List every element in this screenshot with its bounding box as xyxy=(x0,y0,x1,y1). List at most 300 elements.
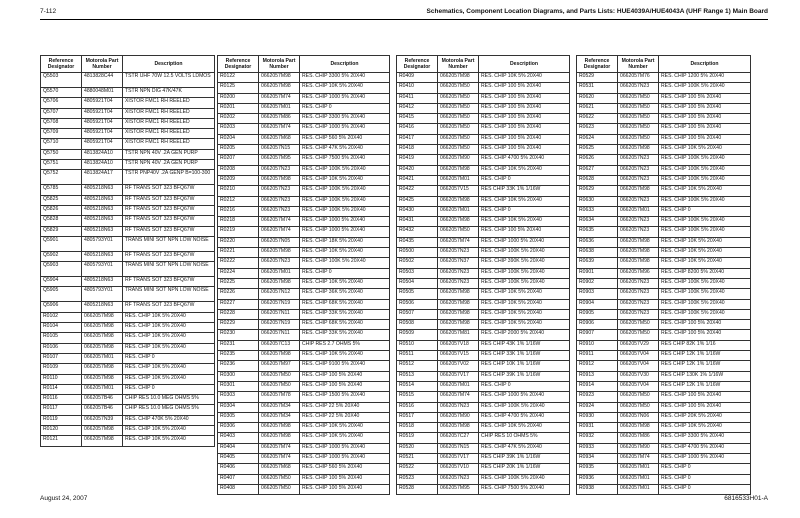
ref-designator: R0224 xyxy=(218,268,259,278)
ref-designator: R0508 xyxy=(397,320,438,330)
description: RES. CHIP 10K 5% 20X40 xyxy=(300,278,390,288)
part-number: 0662057V29 xyxy=(618,340,659,350)
description: RES. CHIP 100K 5% 20X40 xyxy=(300,165,390,175)
table-row xyxy=(41,312,215,322)
part-number: 0662057M90 xyxy=(438,155,479,165)
ref-designator: R0403 xyxy=(218,433,259,443)
table-row xyxy=(397,289,570,299)
ref-designator: R0914 xyxy=(577,381,618,391)
part-number: 0662057M01 xyxy=(438,381,479,391)
table-row xyxy=(218,217,390,227)
table-row xyxy=(41,118,215,128)
ref-designator: R0425 xyxy=(397,196,438,206)
ref-designator: R0306 xyxy=(218,423,259,433)
ref-designator: R0228 xyxy=(218,309,259,319)
part-number: 0662057N23 xyxy=(618,165,659,175)
ref-designator: R0417 xyxy=(397,134,438,144)
table-row xyxy=(577,299,751,309)
ref-designator: Q5903 xyxy=(41,262,82,277)
description: RES. CHIP 1500 5% 20X40 xyxy=(300,392,390,402)
ref-designator: R0910 xyxy=(577,340,618,350)
part-number: 0662057N39 xyxy=(82,415,123,425)
footer-doc-number: 6816533H01-A xyxy=(724,495,768,502)
description: RES. CHIP 10K 5% 20X40 xyxy=(479,165,570,175)
description: RES. CHIP 10K 5% 20X40 xyxy=(659,248,751,258)
table-row xyxy=(41,251,215,261)
description: RF TRANS SOT 323 BFQ67W xyxy=(123,302,215,312)
part-number: 0662057M90 xyxy=(618,443,659,453)
description: RES. CHIP 10K 5% 20X40 xyxy=(479,289,570,299)
description: RES. CHIP 10K 5% 20X40 xyxy=(300,423,390,433)
ref-designator: R0200 xyxy=(218,93,259,103)
table-row xyxy=(577,258,751,268)
part-number: 4805218N63 xyxy=(82,226,123,236)
description: RES. CHIP 10K 5% 20X40 xyxy=(300,248,390,258)
table-row xyxy=(397,371,570,381)
part-number: 0662057M98 xyxy=(259,423,300,433)
part-number: 0662057B46 xyxy=(82,395,123,405)
ref-designator: R0229 xyxy=(218,320,259,330)
table-row xyxy=(41,205,215,215)
table-row xyxy=(397,114,570,124)
description: RES. CHIP 7500 5% 20X40 xyxy=(479,484,570,494)
ref-designator: R0305 xyxy=(218,412,259,422)
description: RES CHIP 82K 1% 1/16 xyxy=(659,340,751,350)
ref-designator: R0624 xyxy=(577,134,618,144)
table-row xyxy=(218,309,390,319)
parts-table-2 xyxy=(217,55,390,495)
part-number: 0662057M01 xyxy=(438,175,479,185)
ref-designator: R0104 xyxy=(41,323,82,333)
part-number: 0662057M68 xyxy=(259,464,300,474)
ref-designator: R0901 xyxy=(577,268,618,278)
description: RES. CHIP 10K 5% 20X40 xyxy=(659,186,751,196)
table-row xyxy=(397,392,570,402)
table-row xyxy=(397,103,570,113)
ref-designator: R0105 xyxy=(41,333,82,343)
description: RES. CHIP 1000 5% 20X40 xyxy=(300,124,390,134)
table-row xyxy=(577,73,751,83)
table-row xyxy=(397,258,570,268)
part-number: 0662057N23 xyxy=(259,206,300,216)
description: RES. CHIP 0 xyxy=(659,484,751,494)
part-number: 0662057M98 xyxy=(618,248,659,258)
description: RES. CHIP 100 5% 20X40 xyxy=(659,103,751,113)
part-number: 0662057M98 xyxy=(82,436,123,446)
description: RES. CHIP 10K 5% 20X40 xyxy=(123,436,215,446)
description: RES. CHIP 10K 5% 20X40 xyxy=(123,364,215,374)
description: CHIP RES 10 OHMS 5% xyxy=(479,433,570,443)
description: RES. CHIP 100K 5% 20X40 xyxy=(659,217,751,227)
description: RES. CHIP 0 xyxy=(123,353,215,363)
ref-designator: R0506 xyxy=(397,299,438,309)
part-number: 0662057V18 xyxy=(438,340,479,350)
description: RES. CHIP 100K 5% 20X40 xyxy=(300,206,390,216)
table-row xyxy=(218,464,390,474)
ref-designator: R0626 xyxy=(577,155,618,165)
part-number: 0662057C13 xyxy=(259,340,300,350)
ref-designator: R0222 xyxy=(218,258,259,268)
ref-designator: R0638 xyxy=(577,248,618,258)
table-row xyxy=(577,402,751,412)
part-number: 0662057M50 xyxy=(618,392,659,402)
ref-designator: R0636 xyxy=(577,237,618,247)
part-number: 0662057M50 xyxy=(259,371,300,381)
table-row xyxy=(577,196,751,206)
description: RES. CHIP 100 5% 20X40 xyxy=(659,392,751,402)
description: RES. CHIP 560 5% 20X40 xyxy=(300,464,390,474)
part-number-header: Motorola Part Number xyxy=(438,56,479,73)
description: RF TRANS SOT 323 BFQ67W xyxy=(123,216,215,226)
part-number: 0662057N11 xyxy=(259,309,300,319)
part-number: 0662057M98 xyxy=(259,73,300,83)
description: RES CHIP 12K 1% 1/16W xyxy=(659,381,751,391)
table-row xyxy=(397,423,570,433)
ref-designator: R0523 xyxy=(397,474,438,484)
description: RES. CHIP 3300 5% 20X40 xyxy=(300,73,390,83)
description: RES. CHIP 1000 5% 20X40 xyxy=(300,443,390,453)
page-number: 7-112 xyxy=(40,8,57,15)
ref-designator: R0507 xyxy=(397,309,438,319)
table-row xyxy=(577,155,751,165)
description: RES. CHIP 100K 5% 20X40 xyxy=(479,474,570,484)
part-number: 0662057N37 xyxy=(438,258,479,268)
ref-designator: R0110 xyxy=(41,374,82,384)
description: RES. CHIP 10K 5% 20X40 xyxy=(659,423,751,433)
ref-designator: R0907 xyxy=(577,330,618,340)
part-number: 4805921T04 xyxy=(82,139,123,149)
part-number: 0662057M98 xyxy=(259,433,300,443)
table-row xyxy=(41,236,215,251)
part-number: 0662057V04 xyxy=(618,351,659,361)
table-row xyxy=(397,330,570,340)
part-number: 0662057M98 xyxy=(438,299,479,309)
table-row xyxy=(577,464,751,474)
description: RES. CHIP 100 5% 20X40 xyxy=(479,83,570,93)
part-number: 0662057C27 xyxy=(438,433,479,443)
description: RES. CHIP 3300 5% 20X40 xyxy=(300,114,390,124)
part-number: 0662057N23 xyxy=(618,309,659,319)
ref-designator: R0505 xyxy=(397,289,438,299)
description: RES. CHIP 10K 5% 20X40 xyxy=(123,343,215,353)
description: RES. CHIP 68K 5% 20X40 xyxy=(300,299,390,309)
table-row xyxy=(218,351,390,361)
ref-designator: R0204 xyxy=(218,134,259,144)
description: RES. CHIP 18K 5% 20X40 xyxy=(300,237,390,247)
description: RES. CHIP 1000 5% 20X40 xyxy=(300,227,390,237)
description: RES. CHIP 100K 5% 20X40 xyxy=(300,258,390,268)
ref-designator: R0634 xyxy=(577,217,618,227)
part-number: 0662057M50 xyxy=(438,103,479,113)
ref-designator: R0102 xyxy=(41,312,82,322)
ref-designator: R0430 xyxy=(397,206,438,216)
table-row xyxy=(397,320,570,330)
table-row xyxy=(41,160,215,170)
part-number: 4805218N63 xyxy=(82,195,123,205)
part-number: 0662057N19 xyxy=(259,299,300,309)
part-number: 0662057M90 xyxy=(438,412,479,422)
ref-designator: R0409 xyxy=(397,73,438,83)
part-number: 0662057M50 xyxy=(618,134,659,144)
parts-table-4 xyxy=(576,55,751,495)
part-number: 0662057N12 xyxy=(259,289,300,299)
table-row xyxy=(41,302,215,312)
part-number: 0662057M98 xyxy=(438,73,479,83)
description: XISTOR FMC1 RH REELED xyxy=(123,108,215,118)
description: RES. CHIP 100K 5% 20X40 xyxy=(659,309,751,319)
table-row xyxy=(218,299,390,309)
description: RES. CHIP 8200 5% 20X40 xyxy=(659,268,751,278)
description: RES. CHIP 100K 5% 20X40 xyxy=(659,227,751,237)
description: RES. CHIP 390K 5% 20X40 xyxy=(479,258,570,268)
ref-designator: R0406 xyxy=(218,464,259,474)
ref-designator: R0107 xyxy=(41,353,82,363)
ref-designator: R0407 xyxy=(218,474,259,484)
table-row xyxy=(577,453,751,463)
table-row xyxy=(218,155,390,165)
ref-designator: Q5570 xyxy=(41,88,82,98)
part-number: 0662057N23 xyxy=(618,227,659,237)
ref-designator: R0209 xyxy=(218,175,259,185)
description: RES. CHIP 33K 5% 20X40 xyxy=(300,309,390,319)
ref-designator: R0418 xyxy=(397,145,438,155)
table-row xyxy=(218,145,390,155)
table-row xyxy=(41,170,215,185)
table-row xyxy=(577,340,751,350)
ref-designator: R0924 xyxy=(577,402,618,412)
description: RES. CHIP 100K 5% 20X40 xyxy=(659,155,751,165)
part-number: 0662057M50 xyxy=(618,124,659,134)
description: RES. CHIP 1000 5% 20X40 xyxy=(479,392,570,402)
ref-designator: R0628 xyxy=(577,175,618,185)
ref-designator: R0503 xyxy=(397,268,438,278)
description: RES CHIP 39K 1% 1/16W xyxy=(479,453,570,463)
description: RES CHIP 33K 1% 1/16W xyxy=(479,351,570,361)
part-number: 0662057M50 xyxy=(618,103,659,113)
table-row xyxy=(397,155,570,165)
part-number: 0662057M34 xyxy=(259,402,300,412)
table-row xyxy=(41,426,215,436)
table-row xyxy=(397,351,570,361)
ref-designator: R0419 xyxy=(397,155,438,165)
ref-designator: R0218 xyxy=(218,217,259,227)
table-row xyxy=(218,433,390,443)
ref-designator: Q5785 xyxy=(41,185,82,195)
table-row xyxy=(577,484,751,494)
part-number: 0662057M50 xyxy=(259,484,300,494)
part-number: 0662057M98 xyxy=(82,323,123,333)
ref-designator: R0905 xyxy=(577,309,618,319)
part-number: 0662057N23 xyxy=(438,402,479,412)
table-row xyxy=(577,237,751,247)
table-row xyxy=(397,217,570,227)
part-number: 0662057M01 xyxy=(618,464,659,474)
ref-designator: R0236 xyxy=(218,361,259,371)
description: RES. CHIP 1000 5% 20X40 xyxy=(300,453,390,463)
ref-designator: Q5905 xyxy=(41,287,82,302)
description: RES. CHIP 10K 5% 20X40 xyxy=(300,351,390,361)
table-row xyxy=(218,278,390,288)
description: RES. CHIP 100K 5% 20X40 xyxy=(659,289,751,299)
ref-designator: Q5902 xyxy=(41,251,82,261)
part-number: 0662057V04 xyxy=(618,381,659,391)
description: RES. CHIP 560 5% 20X40 xyxy=(300,134,390,144)
table-header-row xyxy=(577,56,751,73)
description: RES. CHIP 100 5% 20X40 xyxy=(300,484,390,494)
ref-designator: R0231 xyxy=(218,340,259,350)
description: RES. CHIP 100 5% 20X40 xyxy=(300,371,390,381)
ref-designator: R0208 xyxy=(218,165,259,175)
table-row xyxy=(577,371,751,381)
table-row xyxy=(397,309,570,319)
description: RES. CHIP 20K 5% 20X40 xyxy=(659,412,751,422)
table-row xyxy=(577,289,751,299)
table-row xyxy=(41,333,215,343)
description: RES CHIP 33K 1% 1/16W xyxy=(479,186,570,196)
description: RES. CHIP 100 5% 20X40 xyxy=(659,93,751,103)
ref-designator: R0226 xyxy=(218,289,259,299)
table-row xyxy=(577,217,751,227)
table-row xyxy=(218,227,390,237)
table-row xyxy=(397,196,570,206)
part-number: 0662057M98 xyxy=(82,333,123,343)
table-row xyxy=(41,129,215,139)
description: RES. CHIP 22 5% 20X40 xyxy=(300,402,390,412)
table-row xyxy=(397,175,570,185)
description: RES. CHIP 10K 5% 20X40 xyxy=(479,299,570,309)
description: RES. CHIP 68K 5% 20X40 xyxy=(300,320,390,330)
part-number: 0662057M01 xyxy=(618,474,659,484)
table-row xyxy=(218,268,390,278)
table-row xyxy=(397,453,570,463)
description: XISTOR FMC1 RH REELED xyxy=(123,139,215,149)
description: TRANS MINI SOT NPN LOW NOISE xyxy=(123,236,215,251)
ref-designator: R0510 xyxy=(397,340,438,350)
ref-designator: R0120 xyxy=(41,426,82,436)
part-number: 4813828C44 xyxy=(82,73,123,88)
ref-designator: R0517 xyxy=(397,412,438,422)
part-number: 0662057N23 xyxy=(259,196,300,206)
description: RES CHIP 43K 1% 1/16W xyxy=(479,340,570,350)
ref-designator: Q5826 xyxy=(41,205,82,215)
ref-designator: R0502 xyxy=(397,258,438,268)
ref-designator: R0207 xyxy=(218,155,259,165)
ref-designator: R0902 xyxy=(577,278,618,288)
part-number: 0662057M98 xyxy=(259,83,300,93)
table-row xyxy=(218,124,390,134)
part-number: 0662057M97 xyxy=(259,361,300,371)
part-number: 0662057M98 xyxy=(438,423,479,433)
part-number: 0662057N23 xyxy=(618,299,659,309)
ref-designator: R0210 xyxy=(218,186,259,196)
ref-designator: Q5709 xyxy=(41,129,82,139)
table-row xyxy=(397,165,570,175)
description-header: Description xyxy=(300,56,390,73)
part-number: 0662057M98 xyxy=(618,423,659,433)
part-number: 0662057M98 xyxy=(82,343,123,353)
table-row xyxy=(577,114,751,124)
ref-designator: R0235 xyxy=(218,351,259,361)
table-row xyxy=(218,453,390,463)
description: RES. CHIP 1000 5% 20X40 xyxy=(300,93,390,103)
description: RES. CHIP 100K 5% 20X40 xyxy=(479,248,570,258)
ref-designator: R0906 xyxy=(577,320,618,330)
description: RES. CHIP 100 5% 20X40 xyxy=(479,124,570,134)
part-number: 0662057V17 xyxy=(438,453,479,463)
table-row xyxy=(577,474,751,484)
table-row xyxy=(41,262,215,277)
table-row xyxy=(41,277,215,287)
ref-designator: Q5706 xyxy=(41,98,82,108)
part-number: 4813824A17 xyxy=(82,170,123,185)
description: RES. CHIP 470K 5% 20X40 xyxy=(123,415,215,425)
table-row xyxy=(218,83,390,93)
part-number-header: Motorola Part Number xyxy=(259,56,300,73)
table-row xyxy=(577,93,751,103)
part-number: 0662057V04 xyxy=(618,361,659,371)
table-row xyxy=(577,83,751,93)
part-number: 0662057M98 xyxy=(618,258,659,268)
description: RF TRANS SOT 323 BFQ67W xyxy=(123,205,215,215)
header-rule xyxy=(40,19,768,20)
part-number: 0662057M50 xyxy=(438,93,479,103)
table-row xyxy=(218,361,390,371)
description: RES. CHIP 0 xyxy=(479,206,570,216)
part-number: 0662057M74 xyxy=(259,93,300,103)
ref-designator: R0119 xyxy=(41,415,82,425)
ref-designator: R0404 xyxy=(218,443,259,453)
description: RES. CHIP 10K 5% 20X40 xyxy=(479,73,570,83)
description: RES. CHIP 47K 5% 20X40 xyxy=(300,145,390,155)
ref-designator: R0421 xyxy=(397,175,438,185)
description: RES. CHIP 100K 5% 20X40 xyxy=(659,196,751,206)
table-row xyxy=(397,443,570,453)
description: TRANS MINI SOT NPN LOW NOISE xyxy=(123,287,215,302)
part-number: 0662057M74 xyxy=(259,217,300,227)
ref-designator: R0202 xyxy=(218,114,259,124)
part-number: 0662057M50 xyxy=(618,320,659,330)
description: RES. CHIP 100K 5% 20X40 xyxy=(479,402,570,412)
part-number: 0662057M95 xyxy=(259,155,300,165)
ref-designator: Q5710 xyxy=(41,139,82,149)
ref-designator: R0220 xyxy=(218,237,259,247)
description: RES. CHIP 100 5% 20X40 xyxy=(479,114,570,124)
table-row xyxy=(218,402,390,412)
part-number: 0662057M98 xyxy=(259,248,300,258)
part-number: 0662057M50 xyxy=(438,145,479,155)
ref-designator: R0522 xyxy=(397,464,438,474)
part-number: 0662057M98 xyxy=(438,165,479,175)
table-row xyxy=(577,248,751,258)
table-row xyxy=(397,237,570,247)
ref-designator: Q5906 xyxy=(41,302,82,312)
table-row xyxy=(218,423,390,433)
part-number: 0662057M98 xyxy=(618,186,659,196)
ref-designator: R0221 xyxy=(218,248,259,258)
part-number: 4805921T04 xyxy=(82,129,123,139)
ref-designator: R0630 xyxy=(577,196,618,206)
table-row xyxy=(397,464,570,474)
part-number: 0662057M01 xyxy=(82,384,123,394)
part-number: 0662057M95 xyxy=(438,484,479,494)
description: RES. CHIP 10K 5% 20X40 xyxy=(123,374,215,384)
ref-designator: R0212 xyxy=(218,196,259,206)
description: RES. CHIP 0 xyxy=(123,384,215,394)
table-row xyxy=(397,361,570,371)
description: TSTR NPN 40V .2A GEN PURP xyxy=(123,160,215,170)
description: RES. CHIP 10K 5% 20X40 xyxy=(479,217,570,227)
part-number: 0662057V30 xyxy=(618,371,659,381)
